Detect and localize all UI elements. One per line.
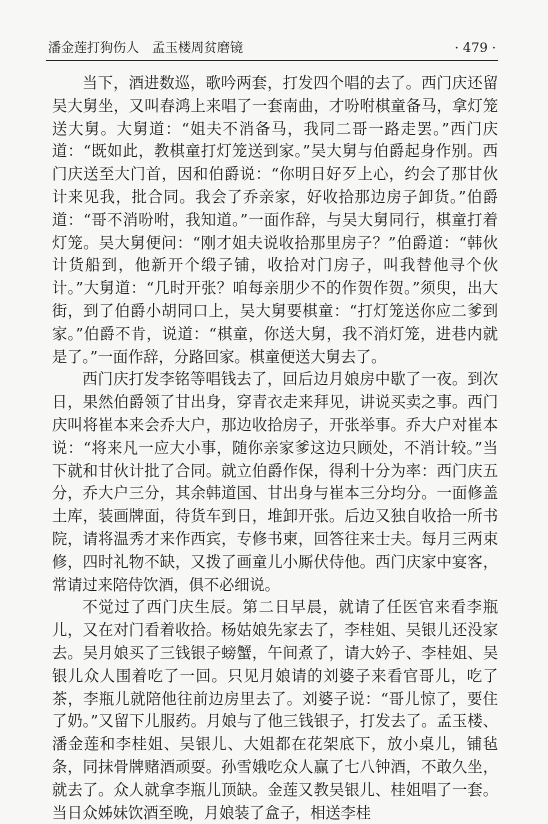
running-header bbox=[46, 38, 498, 61]
page-number: · 479 · bbox=[454, 41, 496, 56]
paragraph: 当下，酒进数巡，歌吟两套，打发四个唱的去了。西门庆还留吴大舅坐，又叫春鸿上来唱了一套南曲，才吩咐棋童备马，拿灯笼送大舅。大舅道：“姐夫不消备马，我同二哥一路走罢。”西门庆道：“既如此，教棋童打灯笼送到家。”吴大舅与伯爵起身作别。西门庆送至大门首，因和伯爵说：“你明日好歹上心，约会了那甘伙计来见我，批合同。我会了乔亲家，好收拾那边房子卸货。”伯爵道：“哥不消吩咐，我知道。”一面作辞，与吴大舅同行，棋童打着灯笼。吴大舅便问：“刚才姐夫说收拾那里房子？”伯爵道：“韩伙计货船到，他新开个缎子铺，收拾对门房子，叫我替他寻个伙计。”大舅道：“几时开张？咱每亲朋少不的作贺作贺。”须臾，出大街，到了伯爵小胡同口上，吴大舅要棋童：“打灯笼送你应二爹到家。”伯爵不肯，说道：“棋童，你送大舅，我不消灯笼，进巷内就是了。”一面作辞，分路回家。棋童便送大舅去了。 bbox=[52, 74, 498, 366]
body-text bbox=[52, 72, 498, 824]
paragraph: 不觉过了西门庆生辰。第二日早晨，就请了任医官来看李瓶儿，又在对门看着收拾。杨姑娘先家去了，李桂姐、吴银儿还没家去。吴月娘买了三钱银子螃蟹，午间煮了，请大妗子、李桂姐、吴银儿众人围着吃了一回。只见月娘请的刘婆子来看官哥儿，吃了茶，李瓶儿就陪他往前边房里去了。刘婆子说：“哥儿惊了，要住了奶。”又留下儿服药。月娘与了他三钱银子，打发去了。孟玉楼、潘金莲和李桂姐、吴银儿、大姐都在花架底下，放小桌儿，铺毡条，同抹骨牌赌酒顽耍。孙雪娥吃众人赢了七八钟酒，不敢久坐，就去了。众人就拿李瓶儿顶缺。金莲又教吴银儿、桂姐唱了一套。当日众姊妹饮酒至晚，月娘装了盒子，相送李桂 bbox=[52, 598, 498, 822]
paragraph: 西门庆打发李铭等唱钱去了，回后边月娘房中歇了一夜。到次日，果然伯爵领了甘出身，穿青衣走来拜见，讲说买卖之事。西门庆叫将崔本来会乔大户，那边收拾房子，开张举事。乔大户对崔本说：“将来凡一应大小事，随你亲家爹这边只顾处，不消计较。”当下就和甘伙计批了合同。就立伯爵作保，得利十分为率：西门庆五分，乔大户三分，其余韩道国、甘出身与崔本三分均分。一面修盖土库，装画牌面，待货车到日，堆卸开张。后边又独自收拾一所书院，请将温秀才来作西宾，专修书柬，回答往来士夫。每月三两束修，四时礼物不缺，又拨了画童儿小厮伏侍他。西门庆家中宴客，常请过来陪侍饮酒，俱不必细说。 bbox=[52, 370, 498, 594]
chapter-title: 潘金莲打狗伤人 孟玉楼周贫磨镜 bbox=[48, 41, 244, 56]
